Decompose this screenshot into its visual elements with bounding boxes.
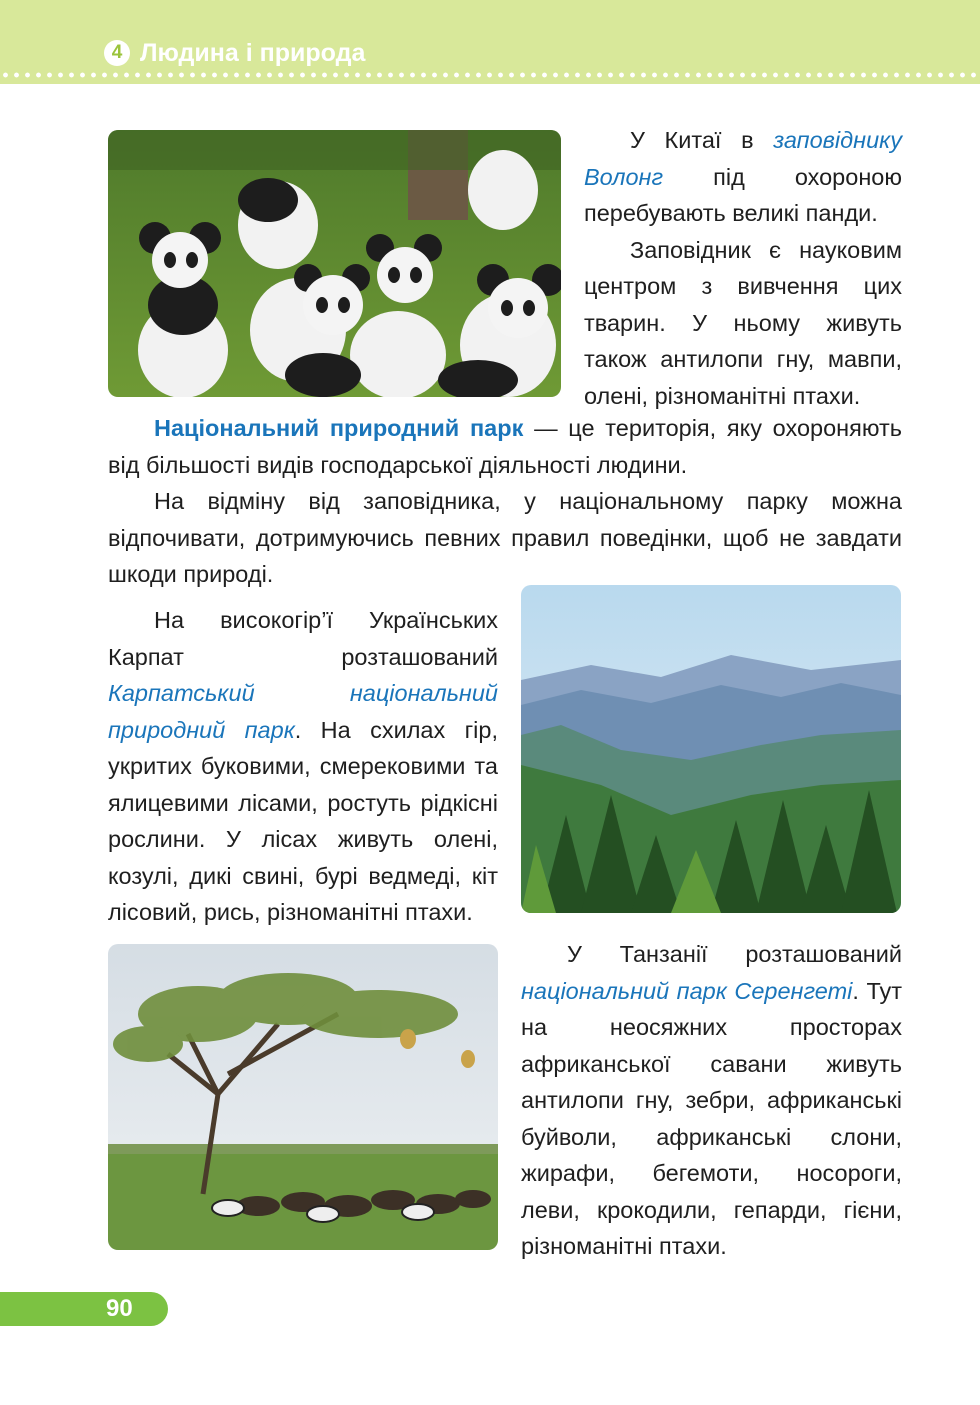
serengeti-text [521,936,902,1265]
carpathian-paragraph: На високогір’ї Українських Карпат розташований Карпатський національний природний парк. На схилах гір, укритих буковими, смерековими та ялицевими лісами, ростуть рідкісні рослини. У лісах живуть олені, козулі, дикі свині, бурі ведмеді, кіт лісовий, рись, різноманітні птахи. [108,607,498,925]
wolong-text [584,122,902,414]
serengeti-savanna-photo [108,944,498,1250]
serengeti-park-link: національний парк Серенгеті [521,977,853,1004]
pandas-photo [108,130,561,397]
page-number: 90 [106,1295,133,1322]
carpathian-mountains-photo [521,585,901,913]
national-park-term: Національний природний парк [154,415,524,441]
wolong-reserve-link: заповіднику Волонг [584,127,902,190]
definition-paragraph: Національний природний парк — це територія, яку охороняють від більшості видів господарської діяльності людини. [108,415,902,478]
carpathian-text [108,602,498,931]
wolong-paragraph: У Китаї в заповіднику Волонг під охороною перебувають великі панди. [584,127,902,226]
national-park-definition [108,410,902,593]
recreation-paragraph: На відміну від заповідника, у національному парку можна відпочивати, дотримуючись певних правил поведінки, щоб не завдати шкоди природі. [108,488,902,587]
reserve-research-paragraph: Заповідник є науковим центром з вивчення цих тварин. У ньому живуть також антилопи гну, мавпи, олені, різноманітні птахи. [584,236,902,409]
chapter-heading [104,38,365,68]
carpathian-park-link: Карпатський національний природний парк [108,680,498,743]
chapter-title: Людина і природа [140,38,366,67]
chapter-header [0,0,980,84]
dotted-divider [0,72,980,78]
serengeti-paragraph: У Танзанії розташований національний парк Серенгеті. Тут на неосяжних просторах африканської савани живуть антилопи гну, зебри, африканські буйволи, африканські слони, жирафи, бегемоти, носороги, леви, крокодили, гепарди, гієни, різноманітні птахи. [521,941,903,1259]
page-number-tab [0,1292,168,1326]
chapter-number-badge: 4 [104,40,130,66]
